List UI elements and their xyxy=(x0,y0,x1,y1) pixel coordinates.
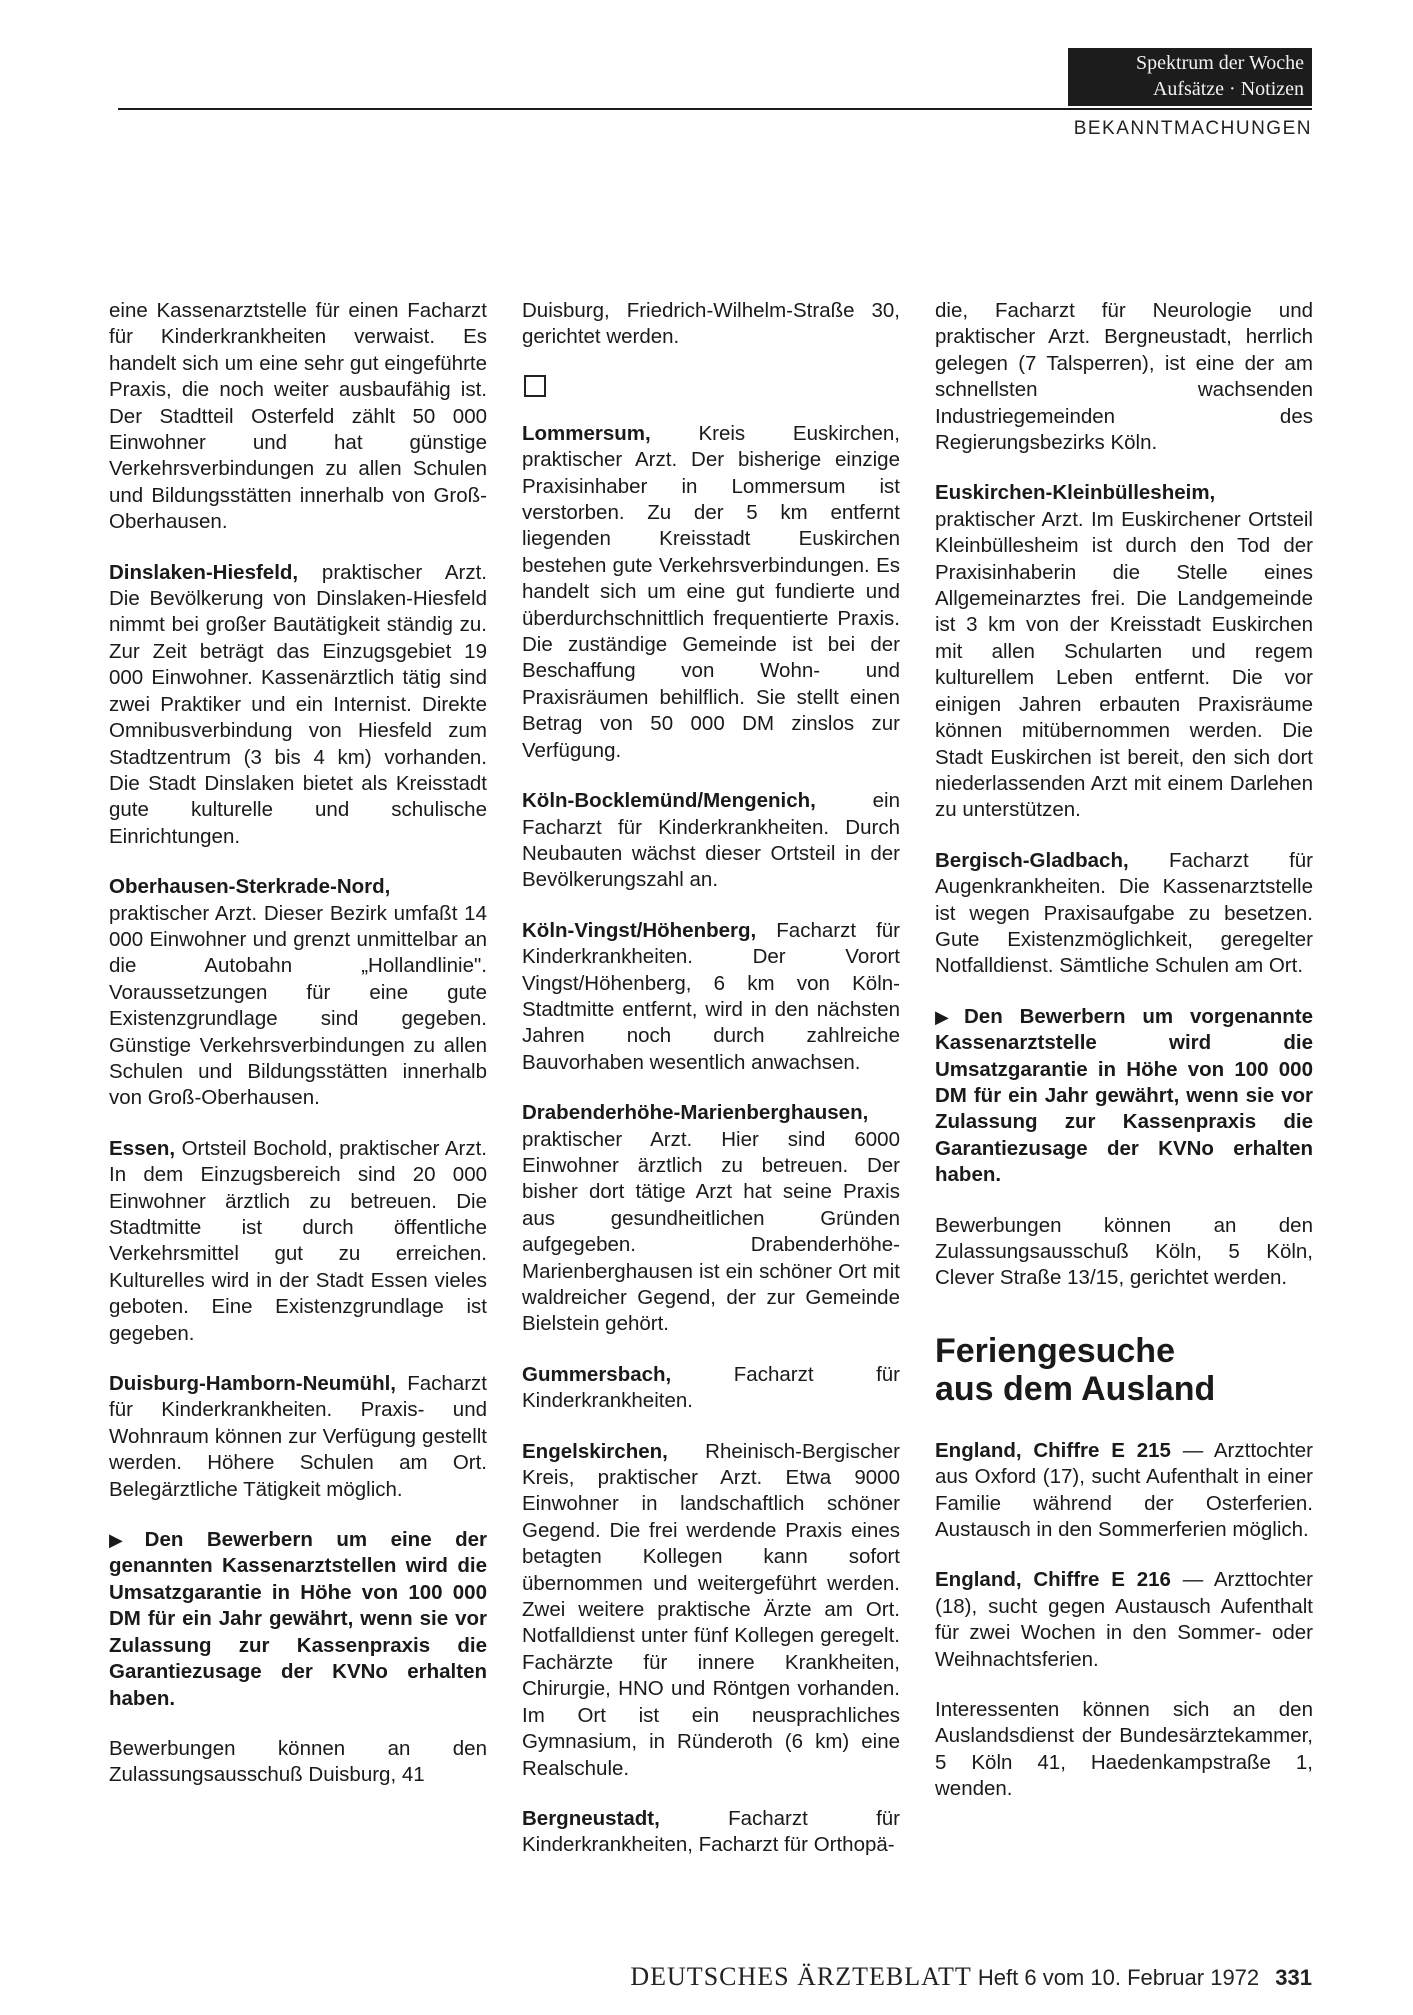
paragraph: England, Chiffre E 215 — Arzttochter aus Oxford (17), sucht Aufenthalt in einer Familie während der Osterferien. Austausch in den Sommerferien möglich. xyxy=(935,1438,1313,1542)
paragraph: Gummersbach, Facharzt für Kinderkrankheiten. xyxy=(522,1362,900,1413)
paragraph: Köln-Bocklemünd/Mengenich, ein Facharzt für Kinderkrankheiten. Durch Neubauten wächst dieser Ortsteil in der Bevölkerungszahl an. xyxy=(522,789,900,892)
paragraph: Euskirchen-Kleinbüllesheim, praktischer Arzt. Im Euskirchener Ortsteil Kleinbüllesheim ist durch den Tod der Praxisinhaberin die Stelle eines Allgemeinarztes frei. Die Landgemeinde ist 3 km von der Kreisstadt Euskirchen mit allen Schularten und regem kulturellem Leben entfernt. Die vor einigen Jahren erbauten Praxisräume können mitübernommen werden. Die Stadt Euskirchen ist bereit, den sich dort niederlassenden Arzt mit einem Darlehen zu unterstützen. xyxy=(935,481,1313,822)
paragraph: Engelskirchen, Rheinisch-Bergischer Kreis, praktischer Arzt. Etwa 9000 Einwohner in landschaftlich schöner Gegend. Die frei werdende Praxis eines betagten Kollegen kann sofort übernommen und weitergeführt werden. Zwei weitere praktische Ärzte am Ort. Notfalldienst unter fünf Kollegen geregelt. Fachärzte für innere Krankheiten, Chirurgie, HNO und Röntgen vorhanden. Im Ort ist ein neusprachliches Gymnasium, in Ründeroth (6 km) eine Realschule. xyxy=(522,1439,900,1780)
header-rule xyxy=(118,108,1312,110)
entry-title: England, Chiffre E 216 xyxy=(935,1568,1171,1592)
paragraph: Essen, Ortsteil Bochold, praktischer Arzt. In dem Einzugsbereich sind 20 000 Einwohner ärztlich zu betreuen. Die Stadtmitte ist durch öffentliche Verkehrsmittel gut zu erreichen. Kulturelles wird in der Stadt Essen vieles geboten. Eine Existenzgrundlage ist gegeben. xyxy=(109,1136,487,1345)
entry-title: Drabenderhöhe-Marienberghausen, xyxy=(522,1101,869,1125)
paragraph: Bergisch-Gladbach, Facharzt für Augenkrankheiten. Die Kassenarztstelle ist wegen Praxisaufgabe zu besetzen. Gute Existenzmöglichkeit, geregelter Notfalldienst. Sämtliche Schulen am Ort. xyxy=(935,848,1313,978)
section-badge xyxy=(1068,48,1312,106)
entry-title: Oberhausen-Sterkrade-Nord, xyxy=(109,875,391,899)
badge-line-2: Aufsätze · Notizen xyxy=(1152,78,1304,100)
issue-info: Heft 6 vom 10. Februar 1972 xyxy=(977,1965,1260,1990)
entry-title: England, Chiffre E 215 xyxy=(935,1438,1171,1462)
highlight-paragraph: ▶ Den Bewerbern um eine der genannten Kassenarztstellen wird die Umsatzgarantie in Höhe von 100 000 DM für ein Jahr gewährt, wenn sie vor Zulassung zur Kassenpraxis die Garantiezusage der KVNo erhalten haben. xyxy=(109,1528,488,1710)
page-footer xyxy=(630,1962,1312,1992)
entry-title: Dinslaken-Hiesfeld, xyxy=(109,560,299,584)
highlight-paragraph: ▶ Den Bewerbern um vorgenannte Kassenarztstelle wird die Umsatzgarantie in Höhe von 100 000 DM für ein Jahr gewährt, wenn sie vor Zulassung zur Kassenpraxis die Garantiezusage der KVNo erhalten haben. xyxy=(935,1004,1313,1187)
magazine-name: DEUTSCHES ÄRZTEBLATT xyxy=(630,1962,972,1991)
entry-title: Bergisch-Gladbach, xyxy=(935,848,1129,872)
column-1 xyxy=(109,298,487,1813)
paragraph: Drabenderhöhe-Marienberghausen, praktischer Arzt. Hier sind 6000 Einwohner ärztlich zu betreuen. Der bisher dort tätige Arzt hat seine Praxis aus gesundheitlichen Gründen aufgegeben. Drabenderhöhe-Marienberghausen ist ein schöner Ort mit waldreicher Gegend, der zur Gemeinde Bielstein gehört. xyxy=(522,1101,900,1336)
entry-title: Lommersum, xyxy=(522,421,651,445)
badge-line-1: Spektrum der Woche xyxy=(1136,52,1304,74)
triangle-right-icon: ▶ xyxy=(935,1006,960,1027)
section-label: BEKANNTMACHUNGEN xyxy=(1073,118,1312,139)
column-2 xyxy=(522,298,900,1883)
column-3 xyxy=(935,298,1313,1827)
paragraph: die, Facharzt für Neurologie und praktischer Arzt. Bergneustadt, herrlich gelegen (7 Talsperren), ist eine der am schnellsten wachsenden Industriegemeinden des Regierungsbezirks Köln. xyxy=(935,299,1313,455)
entry-title: Köln-Bocklemünd/Mengenich, xyxy=(522,789,816,813)
entry-title: Engelskirchen, xyxy=(522,1439,668,1463)
square-separator-icon xyxy=(524,375,546,397)
paragraph: Interessenten können sich an den Auslandsdienst der Bundesärztekammer, 5 Köln 41, Haedenkampstraße 1, wenden. xyxy=(935,1698,1313,1801)
page-number: 331 xyxy=(1275,1965,1312,1990)
paragraph: Duisburg-Hamborn-Neumühl, Facharzt für Kinderkrankheiten. Praxis- und Wohnraum können zur Verfügung gestellt werden. Höhere Schulen am Ort. Belegärztliche Tätigkeit möglich. xyxy=(109,1372,487,1501)
paragraph: Köln-Vingst/Höhenberg, Facharzt für Kinderkrankheiten. Der Vorort Vingst/Höhenberg, 6 km von Köln-Stadtmitte entfernt, wird in den nächsten Jahren noch durch zahlreiche Bauvorhaben wesentlich anwachsen. xyxy=(522,918,900,1074)
paragraph: Duisburg, Friedrich-Wilhelm-Straße 30, gerichtet werden. xyxy=(522,299,900,349)
paragraph: England, Chiffre E 216 — Arzttochter (18), sucht gegen Austausch Aufenthalt für zwei Wochen in den Sommer- oder Weihnachtsferien. xyxy=(935,1568,1313,1671)
entry-title: Köln-Vingst/Höhenberg, xyxy=(522,918,757,942)
paragraph: Bewerbungen können an den Zulassungsausschuß Duisburg, 41 xyxy=(109,1736,487,1787)
entry-title: Duisburg-Hamborn-Neumühl, xyxy=(109,1372,396,1396)
paragraph: Dinslaken-Hiesfeld, praktischer Arzt. Die Bevölkerung von Dinslaken-Hiesfeld nimmt bei großer Bautätigkeit ständig zu. Zur Zeit beträgt das Einzugsgebiet 19 000 Einwohner. Kassenärztlich tätig sind zwei Praktiker und ein Internist. Direkte Omnibusverbindung von Hiesfeld zum Stadtzentrum (3 bis 4 km) vorhanden. Die Stadt Dinslaken bietet als Kreisstadt gute kulturelle und schulische Einrichtungen. xyxy=(109,560,487,848)
entry-title: Bergneustadt, xyxy=(522,1806,660,1830)
paragraph: Bewerbungen können an den Zulassungsausschuß Köln, 5 Köln, Clever Straße 13/15, gerichtet werden. xyxy=(935,1213,1313,1290)
paragraph: Bergneustadt, Facharzt für Kinderkrankheiten, Facharzt für Orthopä- xyxy=(522,1806,900,1857)
entry-title: Gummersbach, xyxy=(522,1362,672,1386)
triangle-right-icon: ▶ xyxy=(109,1530,141,1551)
paragraph: Oberhausen-Sterkrade-Nord, praktischer Arzt. Dieser Bezirk umfaßt 14 000 Einwohner und grenzt unmittelbar an die Autobahn „Hollandlinie". Voraussetzungen für eine gute Existenzgrundlage sind gegeben. Günstige Verkehrsverbindungen zu allen Schulen und Bildungsstätten innerhalb von Groß-Oberhausen. xyxy=(109,875,487,1110)
entry-title: Essen, xyxy=(109,1136,176,1160)
section-heading: Feriengesuche aus dem Ausland xyxy=(935,1331,1216,1408)
paragraph: eine Kassenarztstelle für einen Facharzt für Kinderkrankheiten verwaist. Es handelt sich um eine sehr gut eingeführte Praxis, die noch weiter ausbaufähig ist. Der Stadtteil Osterfeld zählt 50 000 Einwohner und hat günstige Verkehrsverbindungen zu allen Schulen und Bildungsstätten innerhalb von Groß-Oberhausen. xyxy=(109,299,487,534)
entry-title: Euskirchen-Kleinbüllesheim, xyxy=(935,481,1216,505)
paragraph: Lommersum, Kreis Euskirchen, praktischer Arzt. Der bisherige einzige Praxisinhaber in Lommersum ist verstorben. Zu der 5 km entfernt liegenden Kreisstadt Euskirchen bestehen gute Verkehrsverbindungen. Es handelt sich um eine gut fundierte und überdurchschnittlich frequentierte Praxis. Die zuständige Gemeinde ist bei der Beschaffung von Wohn- und Praxisräumen behilflich. Sie stellt einen Betrag von 50 000 DM zinslos zur Verfügung. xyxy=(522,421,900,762)
